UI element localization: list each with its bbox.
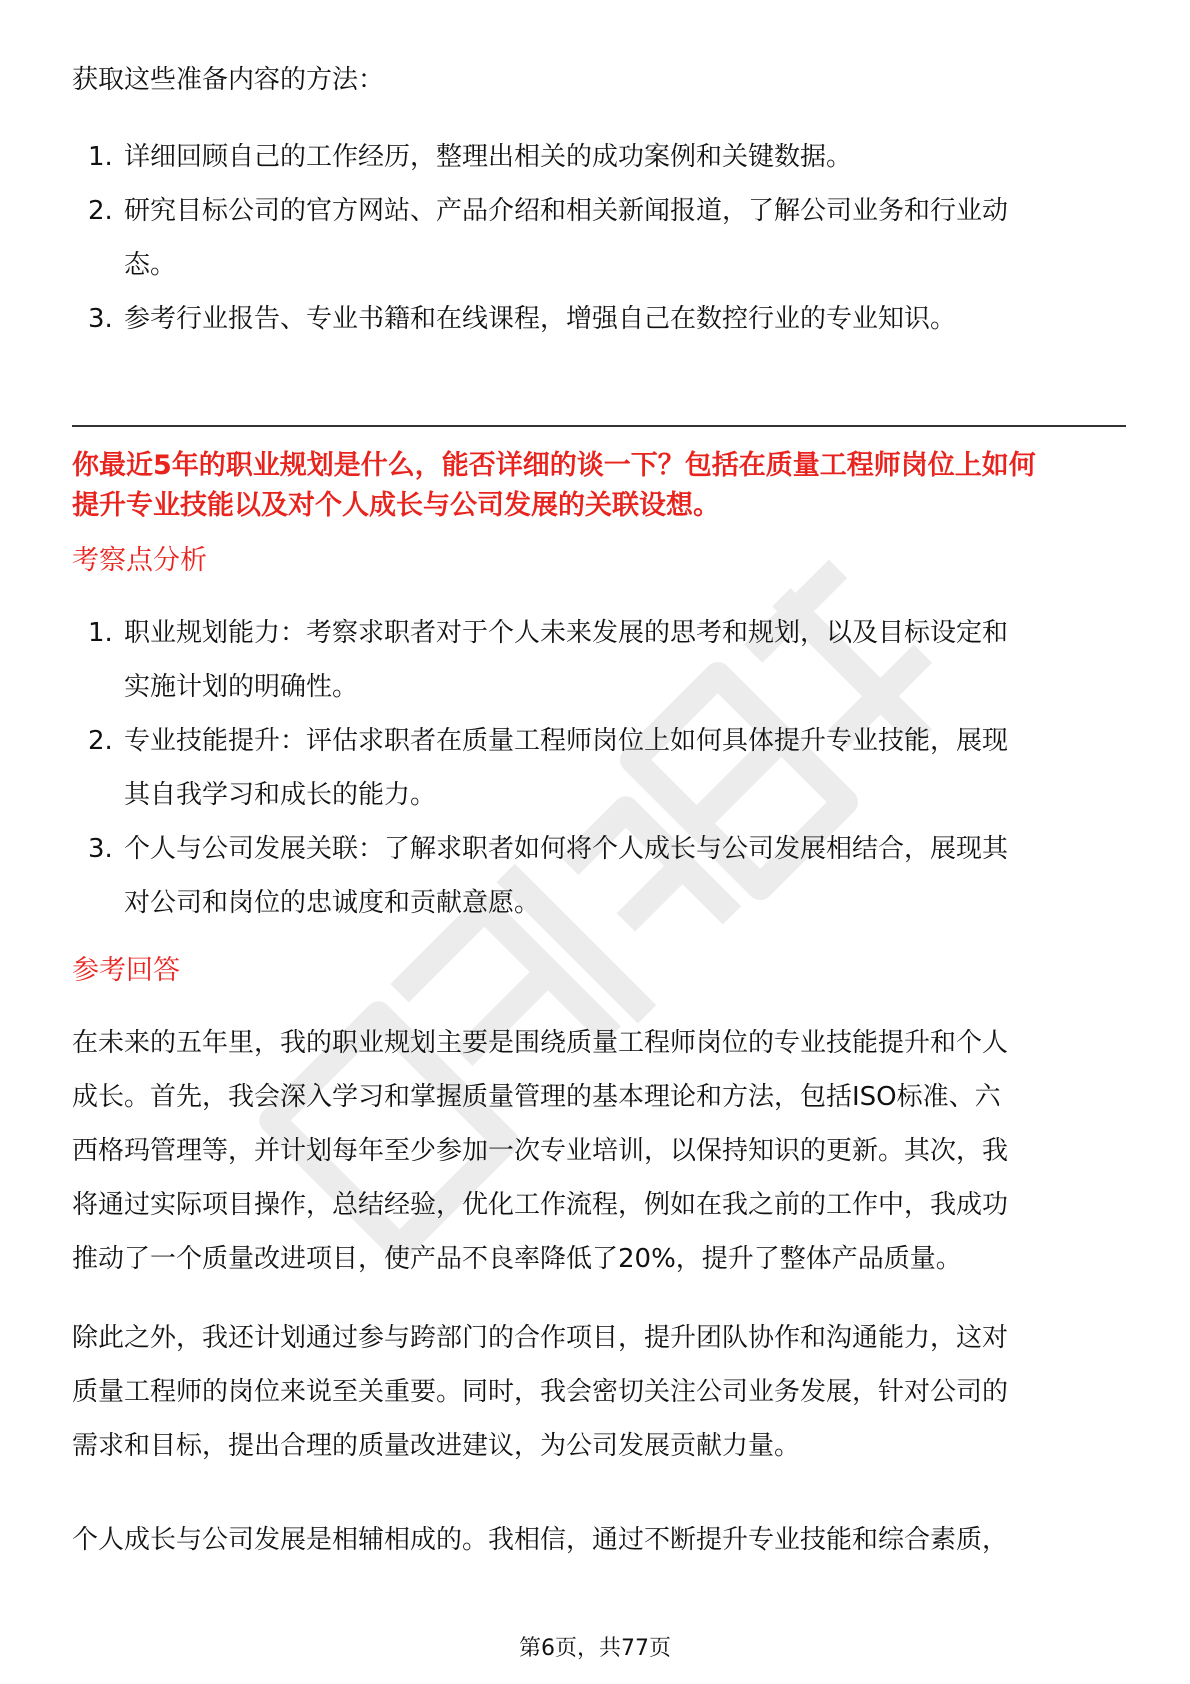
list-item-text: 其自我学习和成长的能力。: [124, 780, 437, 810]
list-item-number: 3.: [88, 304, 113, 334]
list-item-number: 3.: [88, 834, 113, 864]
list-item-text: 实施计划的明确性。: [124, 672, 359, 702]
list-item-text: 职业规划能力：考察求职者对于个人未来发展的思考和规划，以及目标设定和: [124, 618, 1009, 648]
list-item-number: 2.: [88, 726, 113, 756]
answer-paragraph-line: 成长。首先，我会深入学习和掌握质量管理的基本理论和方法，包括ISO标准、六: [72, 1082, 1001, 1112]
answer-paragraph-line: 除此之外，我还计划通过参与跨部门的合作项目，提升团队协作和沟通能力，这对: [72, 1323, 1009, 1353]
list-item-number: 1.: [88, 618, 113, 648]
interview-question: 提升专业技能以及对个人成长与公司发展的关联设想。: [72, 490, 720, 521]
list-item-text: 研究目标公司的官方网站、产品介绍和相关新闻报道，了解公司业务和行业动: [124, 196, 1009, 226]
answer-paragraph-line: 西格玛管理等，并计划每年至少参加一次专业培训，以保持知识的更新。其次，我: [72, 1136, 1009, 1166]
analysis-heading: 考察点分析: [72, 545, 207, 576]
answer-paragraph-line: 需求和目标，提出合理的质量改进建议，为公司发展贡献力量。: [72, 1431, 801, 1461]
answer-paragraph-line: 在未来的五年里，我的职业规划主要是围绕质量工程师岗位的专业技能提升和个人: [72, 1028, 1009, 1058]
interview-question: 你最近5年的职业规划是什么，能否详细的谈一下？包括在质量工程师岗位上如何: [72, 450, 1036, 481]
list-item-text: 参考行业报告、专业书籍和在线课程，增强自己在数控行业的专业知识。: [124, 304, 957, 334]
list-item-text: 详细回顾自己的工作经历，整理出相关的成功案例和关键数据。: [124, 142, 853, 172]
list-item-text: 对公司和岗位的忠诚度和贡献意愿。: [124, 888, 541, 918]
list-item-text: 专业技能提升：评估求职者在质量工程师岗位上如何具体提升专业技能，展现: [124, 726, 1009, 756]
list-item-text: 态。: [124, 250, 177, 280]
section-divider: [72, 425, 1126, 427]
answer-paragraph-line: 个人成长与公司发展是相辅相成的。我相信，通过不断提升专业技能和综合素质，: [72, 1525, 1009, 1555]
answer-heading: 参考回答: [72, 955, 180, 986]
list-item-number: 2.: [88, 196, 113, 226]
page-number: 第6页，共77页: [519, 1636, 671, 1661]
prep-methods-intro: 获取这些准备内容的方法：: [72, 65, 385, 95]
answer-paragraph-line: 推动了一个质量改进项目，使产品不良率降低了20%，提升了整体产品质量。: [72, 1244, 962, 1274]
list-item-number: 1.: [88, 142, 113, 172]
answer-paragraph-line: 质量工程师的岗位来说至关重要。同时，我会密切关注公司业务发展，针对公司的: [72, 1377, 1009, 1407]
answer-paragraph-line: 将通过实际项目操作，总结经验，优化工作流程，例如在我之前的工作中，我成功: [72, 1190, 1009, 1220]
list-item-text: 个人与公司发展关联：了解求职者如何将个人成长与公司发展相结合，展现其: [124, 834, 1009, 864]
